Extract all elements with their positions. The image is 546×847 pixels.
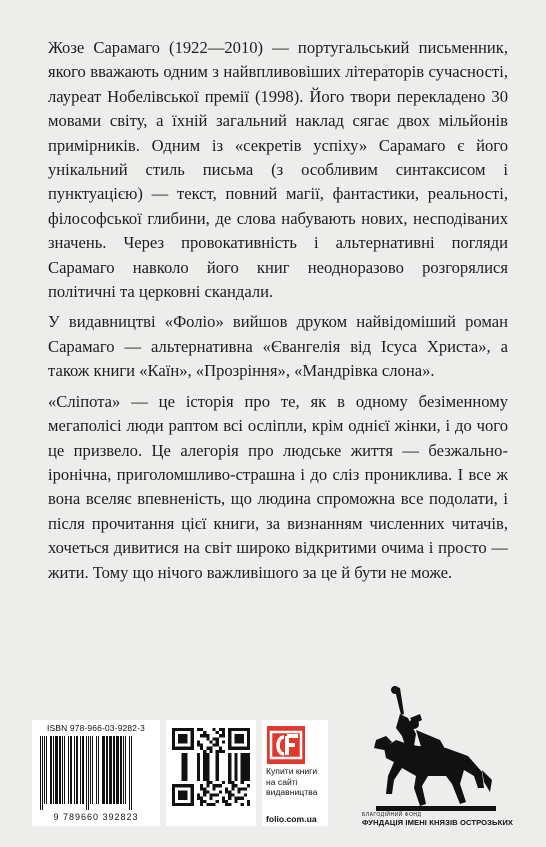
barcode-panel bbox=[32, 720, 160, 826]
publisher-books-paragraph: У видавництві «Фоліо» вийшов друком найвідоміший роман Сарамаго — альтернативна «Євангелія від Ісуса Христа», а також книги «Каїн», «Прозріння», «Мандрівка слона». bbox=[48, 312, 508, 381]
barcode-icon bbox=[38, 736, 154, 810]
back-cover-text bbox=[48, 36, 508, 591]
foundation-small-text: БЛАГОДІЙНИЙ ФОНД bbox=[362, 812, 422, 818]
foundation-name: ФУНДАЦІЯ ІМЕНІ КНЯЗІВ ОСТРОЗЬКИХ bbox=[362, 818, 514, 827]
folio-logo-icon bbox=[267, 726, 305, 764]
publisher-url[interactable]: folio.com.ua bbox=[266, 814, 317, 824]
qr-code-icon[interactable] bbox=[172, 728, 250, 806]
buy-books-text: Купити книги на сайті видавництва bbox=[266, 766, 318, 797]
isbn-label: ISBN 978-966-03-9282-3 bbox=[47, 723, 145, 733]
equestrian-statue-icon bbox=[356, 684, 516, 814]
barcode-digits: 9 789660 392823 bbox=[53, 812, 139, 822]
qr-panel bbox=[166, 720, 256, 826]
book-summary-paragraph: «Сліпота» — це історія про те, як в одному безіменному мегаполісі люди раптом всі осліпли, крім однієї жінки, і до чого це призвело. Це алегорія про людське життя — безжально-іронічна, приголомшливо-страшна і до сліз прониклива. І все ж вона вселяє впевненість, що людина спроможна все подолати, і після прочитання цієї книги, за визнанням численних читачів, хочеться дивитися на світ широко відкритими очима і просто — жити. Тому що нічого важливішого за це й бути не може. bbox=[48, 391, 508, 582]
author-bio-paragraph: Жозе Сарамаго (1922—2010) — португальський письменник, якого вважають одним з найвпливовіших літераторів сучасності, лауреат Нобелівської премії (1998). Його твори перекладено 30 мовами світу, а їхній загальний наклад сягає двох мільйонів примірників. Одним із «секретів успіху» Сарамаго є його унікальний стиль письма (з особливим синтаксисом і пунктуацією) — текст, повний магії, фантастики, реальності, філософської глибини, де слова набувають нових, несподіваних значень. Через провокативність і альтернативні погляди Сарамаго навколо його книг неодноразово розгорялися політичні та церковні скандали. bbox=[48, 38, 508, 302]
publisher-panel bbox=[262, 720, 328, 826]
foundation-label bbox=[362, 812, 532, 827]
